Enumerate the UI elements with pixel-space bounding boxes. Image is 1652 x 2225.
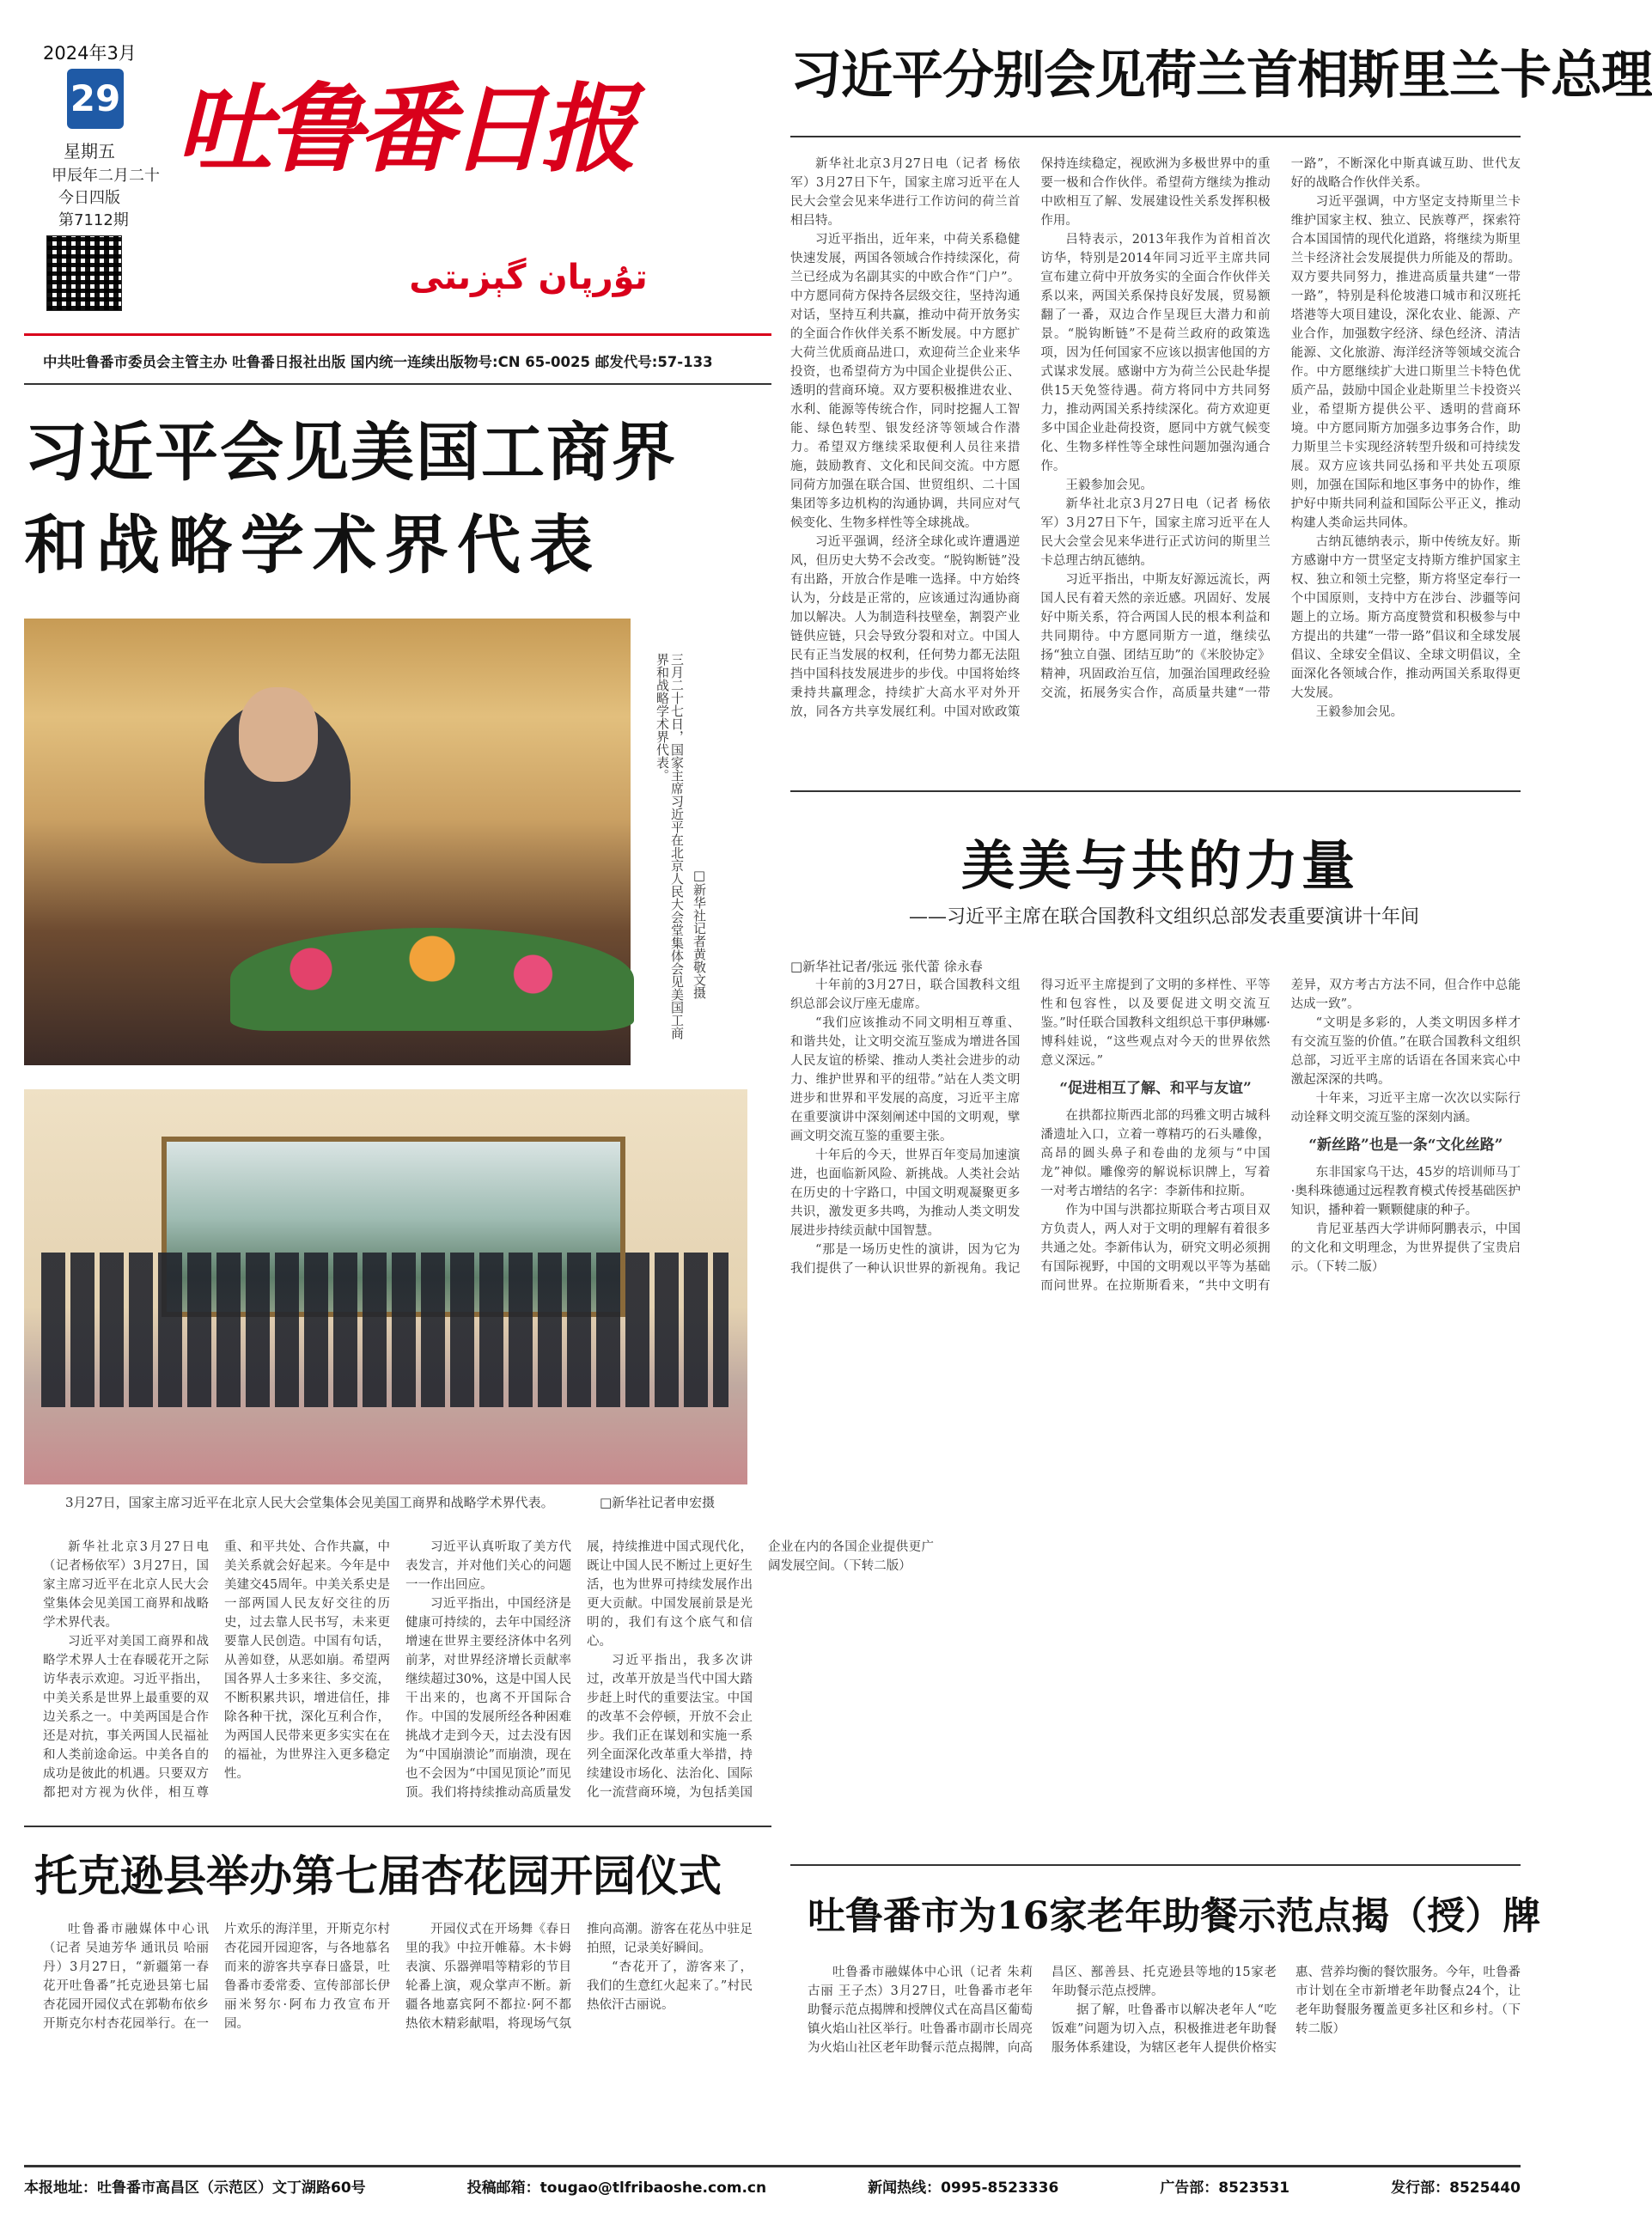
footer-distribution-phone: 发行部：8525440: [1391, 2179, 1521, 2197]
uyghur-title: تۇرپان گېزىتى: [409, 258, 648, 297]
paragraph: 王毅参加会见。: [1315, 705, 1404, 719]
masthead-rule: [24, 333, 771, 336]
weekday: 星期五: [64, 141, 115, 162]
flower-arrangement: [230, 928, 634, 1031]
paragraph: 习近平指出，近年来，中荷关系稳健快速发展，两国各领域合作持续深化，荷兰已经成为名副其实的中欧合作“门户”。中方愿同荷方保持各层级交往，坚持沟通对话，坚持互利共赢，推动中荷开放务实的全面合作伙伴关系不断发展。中方愿扩大荷兰优质商品进口，欢迎荷兰企业来华投资，也希望荷方为中国企业提供公正、透明的营商环境。双方要积极推进农业、水利、能源等传统合作，同时挖掘人工智能、绿色转型、银发经济等领域合作潜力。希望双方继续采取便利人员往来措施，鼓励教育、文化和民间交流。中方愿同荷方加强在联合国、世贸组织、二十国集团等多边机构的沟通协调，共同应对气候变化、生物多样性等全球挑战。: [790, 233, 1021, 530]
paragraph: 古纳瓦德纳表示，斯中传统友好。斯方感谢中方一贯坚定支持斯方维护国家主权、独立和领土完整，斯方将坚定奉行一个中国原则，支持中方在涉台、涉疆等问题上的立场。斯方高度赞赏和积极参与中方提出的共建“一带一路”倡议和全球发展倡议、全球安全倡议、全球文明倡议，全面深化各领域合作，推动两国关系取得更大发展。: [1290, 535, 1521, 700]
sponsor-line: 中共吐鲁番市委员会主管主办 吐鲁番日报社出版 国内统一连续出版物号:CN 65-0025 邮发代号:57-133: [43, 354, 713, 370]
group-of-people: [41, 1253, 728, 1407]
paragraph: 东非国家乌干达，45岁的培训师马丁·奥科珠德通过远程教育模式传授基础医护知识，播种着一颗颗健康的种子。: [1290, 1166, 1521, 1217]
unesco-subheadline: ——习近平主席在联合国教科文组织总部发表重要演讲十年间: [908, 906, 1419, 928]
lead-photo-1: [24, 619, 631, 1065]
footer-address: 本报地址：吐鲁番市高昌区（示范区）文丁湖路60号: [24, 2179, 366, 2197]
lead-body: [43, 1538, 934, 1804]
elderly-meal-body: [808, 1963, 1521, 2152]
unesco-byline: □新华社记者/张远 张代蕾 徐永春: [790, 959, 983, 974]
paragraph: 习近平指出，我多次讲过，改革开放是当代中国大踏步赶上时代的重要法宝。中国的改革不会停顿，开放不会止步。我们正在谋划和实施一系列全面深化改革重大举措，持续建设市场化、法治化、国际化一流营商环境，为包括美国企业在内的各国企业提供更广阔发展空间。（下转二版）: [587, 1540, 934, 1800]
paragraph: 开园仪式在开场舞《春日里的我》中拉开帷幕。木卡姆表演、乐器弹唱等精彩的节目轮番上演，观众掌声不断。新疆各地嘉宾阿不都拉·阿不都热依木精彩献唱，将现场气氛推向高潮。游客在花丛中驻足拍照，记录美好瞬间。: [405, 1923, 753, 2031]
elderly-meal-headline: 吐鲁番市为16家老年助餐示范点揭（授）牌: [808, 1894, 1541, 1938]
lunar-date: 甲辰年二月二十: [52, 167, 160, 185]
qr-code-icon[interactable]: [46, 235, 122, 311]
unesco-subhead-2: “新丝路”也是一条“文化丝路”: [1308, 1137, 1503, 1154]
lead-headline-line2: 和战略学术界代表: [24, 509, 601, 582]
paragraph: 十年来，习近平主席一次次以实际行动诠释文明交流互鉴的深刻内涵。: [1290, 1092, 1521, 1125]
paragraph: 十年后的今天，世界百年变局加速演进，也面临新风险、新挑战。人类社会站在历史的十字路口，中国文明观凝聚更多共识，激发更多共鸣，为推动人类文明发展进步持续贡献中国智慧。: [790, 1149, 1021, 1238]
paragraph: 习近平强调，中方坚定支持斯里兰卡维护国家主权、独立、民族尊严，探索符合本国国情的现代化道路，将继续为斯里兰卡经济社会发展提供力所能及的帮助。双方要共同努力，推进高质量共建“一带一路”，特别是科伦坡港口城市和汉班托塔港等大项目建设，深化农业、能源、产业合作，加强数字经济、绿色经济、清洁能源、文化旅游、海洋经济等领域交流合作。中方愿继续扩大进口斯里兰卡特色优质产品，鼓励中国企业赴斯里兰卡投资兴业，希望斯方提供公平、透明的营商环境。中方愿同斯方加强多边事务合作，助力斯里兰卡实现经济转型升级和可持续发展。双方应该共同弘扬和平共处五项原则，加强在国际和地区事务中的协作，维护好中斯共同利益和国际公平正义，推动构建人类命运共同体。: [1290, 195, 1521, 530]
paragraph: “杏花开了，游客来了，我们的生意红火起来了。”村民热依汗古丽说。: [587, 1960, 753, 2012]
netherlands-headline: 习近平分别会见荷兰首相斯里兰卡总理: [790, 46, 1652, 106]
apricot-body: [43, 1920, 753, 2152]
issue-number: 第7112期: [58, 211, 129, 229]
paragraph: 新华社北京3月27日电（记者杨依军）3月27日，国家主席习近平在北京人民大会堂集体会见美国工商界和战略学术界代表。: [43, 1540, 209, 1630]
footer: [24, 2175, 1521, 2201]
lead-photo-2-caption: 3月27日，国家主席习近平在北京人民大会堂集体会见美国工商界和战略学术界代表。: [65, 1495, 554, 1510]
footer-ad-phone: 广告部：8523531: [1160, 2179, 1290, 2197]
paragraph: “文明是多彩的，人类文明因多样才有交流互鉴的价值。”在联合国教科文组织总部，习近平主席的话语在各国来宾心中激起深深的共鸣。: [1290, 1016, 1521, 1087]
page-count: 今日四版: [58, 189, 120, 207]
paragraph: 王毅参加会见。: [1065, 479, 1153, 492]
paragraph: “那是一场历史性的演讲，因为它为我们提供了一种认识世界的新视角。我记得习近平主席提到了文明的多样性、平等性和包容性，以及要促进文明交流互鉴。”时任联合国教科文组织总干事伊琳娜·博科娃说，“这些观点对今天的世界依然意义深远。”: [790, 978, 1271, 1276]
newspaper-title: 吐鲁番日报: [176, 73, 631, 186]
paragraph: 吐鲁番市融媒体中心讯（记者 吴迪芳华 通讯员 哈丽丹）3月27日，“新疆第一春 花开吐鲁番”托克逊县第七届杏花园开园仪式在郭勒布依乡开斯克尔村杏花园举行。在一片欢乐的海洋里，开斯克尔村杏花园开园迎客，与各地慕名而来的游客共享春日盛景，吐鲁番市委常委、宣传部部长伊丽米努尔·阿布力孜宣布开园。: [43, 1923, 390, 2031]
unesco-body: [790, 976, 1521, 1844]
lead-photo-2-credit: □新华社记者申宏摄: [600, 1495, 716, 1510]
paragraph: 习近平指出，中国经济是健康可持续的，去年中国经济增速在世界主要经济体中名列前茅，对世界经济增长贡献率继续超过30%，这是中国人民干出来的，也离不开国际合作。中国的发展所经各种困难挑战才走到今天，过去没有因为“中国崩溃论”而崩溃，现在也不会因为“中国见顶论”而见顶。我们将持续推动高质量发展，持续推进中国式现代化，既让中国人民不断过上更好生活，也为世界可持续发展作出更大贡献。中国发展前景是光明的，我们有这个底气和信心。: [405, 1540, 753, 1800]
paragraph: 新华社北京3月27日电（记者 杨依军）3月27日下午，国家主席习近平在人民大会堂会见来华进行工作访问的荷兰首相吕特。: [790, 157, 1021, 228]
bottom-section-rule-right: [790, 1864, 1521, 1866]
paragraph: 据了解，吐鲁番市以解决老年人“吃饭难”问题为切入点，积极推进老年助餐服务体系建设，为辖区老年人提供价格实惠、营养均衡的餐饮服务。今年，吐鲁番市计划在全市新增老年助餐点24个，让老年助餐服务覆盖更多社区和乡村。（下转二版）: [1052, 1966, 1521, 2055]
date-year-month: 2024年3月: [43, 43, 137, 64]
paragraph: 习近平对美国工商界和战略学术界人士在春暖花开之际访华表示欢迎。习近平指出，中美关系是世界上最重要的双边关系之一。中美两国是合作还是对抗，事关两国人民福祉和人类前途命运。中美各自的成功是彼此的机遇。只要双方都把对方视为伙伴，相互尊重、和平共处、合作共赢，中美关系就会好起来。今年是中美建交45周年。中美关系史是一部两国人民友好交往的历史，过去靠人民书写，未来更要靠人民创造。中国有句话，从善如登，从恶如崩。希望两国各界人士多来往、多交流，不断积累共识，增进信任，排除各种干扰，深化互利合作，为两国人民带来更多实实在在的福祉，为世界注入更多稳定性。: [43, 1540, 390, 1800]
paragraph: 作为中国与洪都拉斯联合考古项目双方负责人，两人对于文明的理解有着很多共通之处。李新伟认为，研究文明必须拥有国际视野，中国的文明观以平等为基础而问世界。在拉斯斯看来，“共中文明有差异，双方考古方法不同，但合作中总能达成一致”。: [1040, 978, 1521, 1293]
paragraph: 吕特表示，2013年我作为首相首次访华，特别是2014年同习近平主席共同宣布建立荷中开放务实的全面合作伙伴关系以来，两国关系保持良好发展，贸易额翻了一番，双边合作呈现巨大潜力和前景。“脱钩断链”不是荷兰政府的政策选项，因为任何国家不应该以损害他国的方式谋求发展。感谢中方为荷兰公民赴华提供15天免签待遇。荷方将同中方共同努力，推动两国关系持续深化。荷方欢迎更多中国企业赴荷投资，愿同中方就气候变化、生物多样性等全球性问题加强沟通合作。: [1040, 233, 1271, 473]
date-box: [24, 24, 166, 316]
paragraph: 肯尼亚基西大学讲师阿鹏表示，中国的文化和文明理念，为世界提供了宝贵启示。（下转二版）: [1290, 1222, 1521, 1274]
netherlands-rule: [790, 136, 1521, 137]
paragraph: 十年前的3月27日，联合国教科文组织总部会议厅座无虚席。: [790, 978, 1021, 1011]
paragraph: 习近平指出，中斯友好源远流长，两国人民有着天然的亲近感。巩固好、发展好中斯关系，符合两国人民的根本利益和共同期待。中方愿同斯方一道，继续弘扬“独立自强、团结互助”的《米胶协定》精神，巩固政治互信，加强治国理政经验交流，拓展务实合作，高质量共建“一带一路”，不断深化中斯真诚互助、世代友好的战略合作伙伴关系。: [1040, 157, 1521, 700]
unesco-subhead-1: “促进相互了解、和平与友谊”: [1059, 1080, 1252, 1097]
paragraph: 习近平认真听取了美方代表发言，并对他们关心的问题一一作出回应。: [405, 1540, 571, 1592]
netherlands-body: [790, 155, 1521, 773]
footer-news-hotline: 新闻热线：0995-8523336: [868, 2179, 1059, 2197]
footer-email[interactable]: 投稿邮箱：tougao@tlfribaoshe.com.cn: [466, 2179, 767, 2197]
lead-photo-1-credit: □新华社记者黄敬文摄: [692, 868, 707, 999]
portrait-face: [239, 687, 318, 782]
unesco-headline: 美美与共的力量: [960, 834, 1358, 897]
bottom-section-rule: [24, 1826, 771, 1827]
paragraph: 新华社北京3月27日电（记者 杨依军）3月27日下午，国家主席习近平在人民大会堂会见来华进行正式访问的斯里兰卡总理古纳瓦德纳。: [1040, 497, 1271, 568]
section-rule: [790, 790, 1521, 792]
lead-photo-1-caption: 三月二十七日，国家主席习近平在北京人民大会堂集体会见美国工商界和战略学术界代表。: [655, 653, 685, 1039]
paragraph: 在拱都拉斯西北部的玛雅文明古城科潘遗址入口，立着一尊精巧的石头雕像，高昂的圆头鼻子和卷曲的龙须与“中国龙”神似。雕像旁的解说标识牌上，写着一对考古增结的名字：李新伟和拉斯。: [1040, 1109, 1271, 1198]
paragraph: 吐鲁番市融媒体中心讯（记者 朱莉古丽 王子杰）3月27日，吐鲁番市老年助餐示范点揭牌和授牌仪式在高昌区葡萄镇火焰山社区举行。吐鲁番市副市长周亮为火焰山社区老年助餐示范点揭牌，向高昌区、鄯善县、托克逊县等地的15家老年助餐示范点授牌。: [808, 1966, 1277, 2055]
paragraph: “我们应该推动不同文明相互尊重、和谐共处，让文明交流互鉴成为增进各国人民友谊的桥梁、推动人类社会进步的动力、维护世界和平的纽带。”站在人类文明进步和世界和平发展的高度，习近平主席在重要演讲中深刻阐述中国的文明观，擘画文明交流互鉴的重要主张。: [790, 1016, 1021, 1143]
lead-photo-2: [24, 1089, 747, 1484]
apricot-headline: 托克逊县举办第七届杏花园开园仪式: [34, 1850, 722, 1901]
date-day: 29: [67, 69, 124, 129]
footer-rule: [24, 2165, 1521, 2167]
masthead-rule-2: [24, 383, 771, 385]
lead-headline-line1: 习近平会见美国工商界: [24, 416, 677, 490]
paragraph: 习近平强调，经济全球化或许遭遇逆风，但历史大势不会改变。“脱钩断链”没有出路，开放合作是唯一选择。中方始终认为，分歧是正常的，应该通过沟通协商加以解决。人为制造科技壁垒，割裂产业链供应链，只会导致分裂和对立。中国人民有正当发展的权利，任何势力都无法阻挡中国科技发展进步的步伐。中国将始终秉持共赢理念，持续扩大高水平对外开放，同各方共享发展红利。中国对欧政策保持连续稳定，视欧洲为多极世界中的重要一极和合作伙伴。希望荷方继续为推动中欧相互了解、发展建设性关系发挥积极作用。: [790, 157, 1271, 719]
